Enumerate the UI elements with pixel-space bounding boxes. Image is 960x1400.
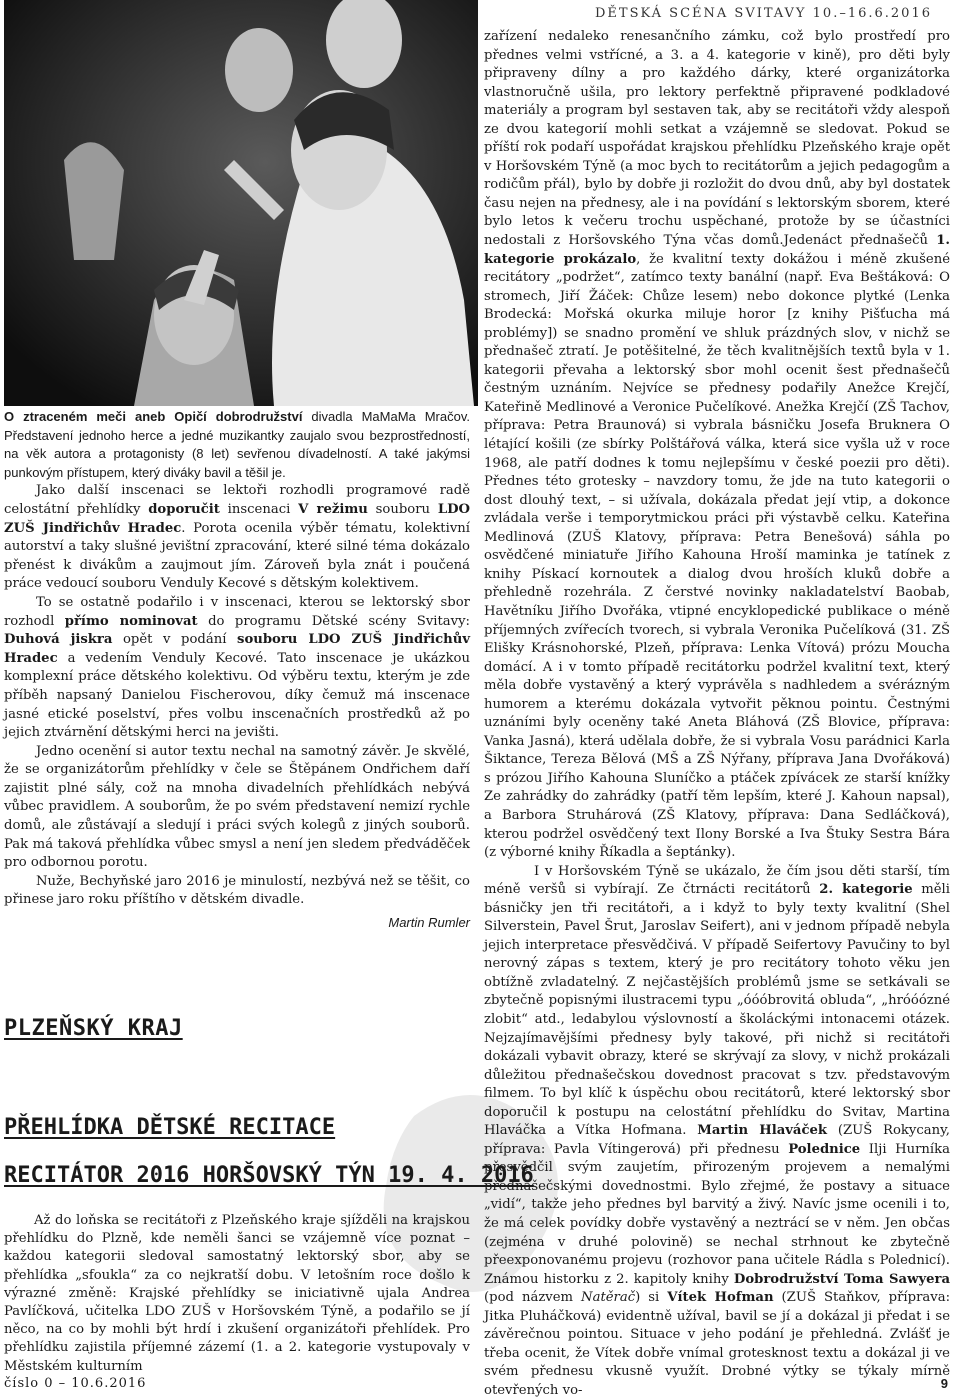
caption-text: divadla MaMaMa Mračov. Představení jednoho herce a jedné muzikantky zaujalo svou bezprostředností, na věk autora a protagonisty (8 let) sevřenou dívadelností. A také jakýmsi punkovým přístupem, který diváky bavil a těšil je.	[4, 409, 470, 480]
text-italic: Natěrač	[581, 1290, 636, 1306]
intro-article	[4, 1212, 470, 1376]
text-run: Jako další inscenaci se lektoři rozhodli programové radě celostátní přehlídky	[4, 483, 470, 517]
text-bold: přímo nominovat	[64, 613, 198, 629]
text-run: (ZUŠ Rokycany, příprava: Pavla Vítingerová) při přednesu	[484, 1123, 950, 1157]
text-run: zařízení nedaleko renesančního zámku, což bylo prostředí pro přednes velmi vstřícné, a 3. a 4. kategorie v kině), pro děti byly připraveny dílny a pro každého dárky, které organizátorka vlastnoručně ušila, pro lektory perfektně připravené podkladové materiály a program byl sestaven tak, aby se recitátoři vždy alespoň ze dvou kategorií mohli setkat a vzájemně se sledovat. Pokud se příští rok podaří uspořádat krajskou přehlídku Plzeňského kraje opět v Horšovském Týně (a moc bych to recitátorům a jejich pedagogům a rodičům přál), bylo by dobře ji rozložit do dvou dnů, aby byl dostatek času nejen na přednesy, ale i na povídání s lektorským sborem, které bylo letos k večeru trochu uspěchané, protože by se účastníci nedostali z Horšovského Týna včas domů.Jedenáct přednašečů	[484, 29, 950, 249]
text-bold: V režimu	[298, 501, 368, 517]
page-number: 9	[940, 1376, 948, 1391]
paragraph: Jedno ocenění si autor textu nechal na samotný závěr. Je skvělé, že se organizátorům přehlídky v čele se Štěpánem Ondřichem daří zajistit plné sály, což na mnoha divadelních přehlídkách nebývá vůbec pravidlem. A souborům, že po svém představení nemizí rychle domů, ale zůstávají a sledují i práci svých kolegů z jiných souborů. Pak má taková přehlídka vůbec smysl a není jen sledem předváděček pro odbornou porotu.	[4, 743, 470, 871]
text-bold: souboru LDO ZUŠ Jindřichův Hradec	[4, 632, 470, 666]
text-run: Ilji Hurníka přesvědčil svým zaujetím, přirozeným projevem a nemalými přednašečskými dovednostmi. Bylo zřejmé, že postavy a situace „vidí“, takže jeho přednes byl barvitý a živý. Navíc jsme ocenili i to, že má celek povídky dobře vystavěný a neztrácí se v něm. Jen občas (zejména v druhé polovině) se nechal strhnout ke zbytečně přeexponovanému projevu (rozhovor pana učitele Rádla s Polednicí). Známou historku z 2. kapitoly knihy	[484, 1141, 950, 1287]
text-run: do programu Dětské scény Svitavy:	[197, 613, 470, 629]
author-signature: Martin Rumler	[388, 915, 470, 931]
text-run: I v Horšovském Týně se ukázalo, že čím jsou děti starší, tím méně veršů si vybírají. Ze čtrnácti recitátorů	[484, 863, 950, 898]
stage-photo-image	[4, 0, 478, 406]
text-run: ) si	[635, 1290, 668, 1306]
text-bold: Vítek Hofman	[667, 1290, 774, 1306]
text-run: opět v podání	[112, 632, 238, 648]
event-title: RECITÁTOR 2016 HORŠOVSKÝ TÝN 19. 4. 2016	[4, 1163, 534, 1188]
paragraph	[484, 28, 950, 863]
stage-photo	[4, 0, 478, 406]
photo-caption	[4, 408, 470, 482]
running-header: DĚTSKÁ SCÉNA SVITAVY 10.–16.6.2016	[594, 6, 932, 21]
text-run: měli básničky jen tři recitátoři, a i když to byly texty kvalitní (Shel Silverstein, Pavel Šrut, Jaroslav Seifert), ani v jednom případě nebyla jejich interpretace přesvědčivá. V případě Seifertovy Pavučiny to byl nerovný zápas s textem, který je pro recitátory tohoto věku jen obtížně zvladatelný. Z nejčastějších problémů jsme se setkávali se zbytečně popisnými ilustracemi typu „óóóbrovitá obluda“, „hróóózné zlobit“ atd., ledabylou výslovností a školáckými intonacemi otázek. Nejzajímavějšími přednesy byly takové, při nichž si recitátoři dokázali vybavit obrazy, které se skrývají za slovy, v nichž prokázali důležitou přednašečskou dovednost pracovat s tzv. představovým filmem. To byl klíč k úspěchu obou recitátorů, které lektorský sbor doporučil k postupu na celostátní přehlídku do Svitav, Martina Hlaváčka a Vítka Hofmana.	[484, 882, 950, 1139]
paragraph	[4, 594, 470, 743]
section-title: PŘEHLÍDKA DĚTSKÉ RECITACE	[4, 1115, 336, 1140]
text-bold: Polednice	[788, 1141, 861, 1157]
text-run: (pod názvem	[484, 1290, 582, 1306]
text-run: inscenaci	[219, 501, 299, 517]
text-run: a vedením Venduly Kecové. Tato inscenace je ukázkou komplexní práce dětského kolektivu. Od výběru textu, kterým je zde příběh napsaný Danielou Fischerovou, díky čemuž má inscenace jasné etické poselství, přes volbu inscenačních prostředků až po jejich ztvárnění dětskými herci na jevišti.	[4, 650, 470, 741]
left-column-article	[4, 408, 470, 933]
caption-title: O ztraceném meči aneb Opičí dobrodružství	[4, 409, 303, 424]
text-run: (ZUŠ Staňkov, příprava: Jitka Pluháčková) evidentně užíval, bavil se jí a dokázal ji předat i se závěrečnou pointou. Situace v jeho podání je přehledná. Zvlášť je třeba ocenit, že Vítek dobře vnímal grotesknost textu a dokázal ji ve svém přednesu vkusně využít. Drobné výtky se týkaly mírně otevřených vo-	[484, 1290, 951, 1398]
text-run: . Porota ocenila výběr tématu, kolektivní autorství a taky slušné jevištní zpracování, které silné téma dokázalo přenést k divákům a zaujmout jím. Zároveň byla znát i poučená práce vedoucí souboru Venduly Kecové s dětským kolektivem.	[4, 520, 470, 592]
text-bold: Duhová jiskra	[4, 632, 113, 648]
text-bold: 1. kategorie prokázalo	[484, 233, 950, 267]
text-bold: Martin Hlaváček	[697, 1123, 828, 1139]
issue-footer: číslo 0 – 10.6.2016	[4, 1376, 147, 1391]
text-bold: Dobrodružství Toma Sawyera	[733, 1271, 950, 1287]
text-bold: LDO ZUŠ Jindřichův Hradec	[4, 501, 471, 536]
text-run: souboru	[367, 501, 438, 517]
right-column-article	[484, 28, 950, 1400]
text-bold: doporučit	[148, 501, 220, 517]
region-heading: PLZEŇSKÝ KRAJ	[4, 1016, 183, 1041]
text-bold: 2. kategorie	[819, 882, 913, 898]
paragraph: Až do loňska se recitátoři z Plzeňského kraje sjížděli na krajskou přehlídku do Plzně, kde neměli šanci se vzájemně více poznat – každou kategorii sledoval samostatný lektorský sbor, aby se přehlídka „sfoukla“ za co nejkratší dobu. V letošním roce došlo k výrazné změně: Krajské přehlídky se iniciativně ujala Andrea Pavlíčková, učitelka LDO ZUŠ v Horšovském Týně, a podařilo se jí něco, na co by mohli být hrdí i zkušení organizátoři přehlídek. Pro přehlídku zajistila příjemné zázemí (1. a 2. kategorie vystupovaly v Městském kulturním	[4, 1213, 470, 1374]
paragraph	[4, 482, 470, 594]
paragraph	[484, 863, 950, 1400]
text-run: To se ostatně podařilo i v inscenaci, kterou se lektorský sbor rozhodl	[4, 594, 470, 629]
text-run: , že kvalitní texty dokážou i méně zkušené recitátory „podržet“, zatímco texty banální (např. Eva Beštáková: O stromech, Jiří Žáček: Chůze lesem) nebo dokonce plytké (Lenka Brodecká: Mořská okurka miluje horor [z knihy Pišťucha má problémy]) se snadno promění ve shluk prázdných slov, v nichž se přednašeč ztratí. Je potěšitelné, že těch kvalitnějších textů byla v 1. kategorii převaha a lektorský sbor mohl ocenit šest přednašečů čestným uznáním. Nejvíce se přednesy podařily Anežce Krejčí, Kateřině Medlinové a Veronice Pučelíkové. Anežka Krejčí (ZŠ Tachov, příprava: Petra Braunová) si vybrala básničku Josefa Bruknera O létající košili (ze sbírky Polštářová válka, která sice vyšla už v roce 1968, ale patří dodnes k tomu nejlepšímu v české poezii pro děti). Přednes této grotesky – navzdory tomu, že jde na tuto kategorii o dost dlouhý text, – si užívala, dokázala předat její vtip, a dokonce zvládala verše i temporytmickou práci při výstavbě celku. Kateřina Medlinová (ZUŠ Klatovy, příprava: Petra Benešová) sáhla po osvědčené miniatuře Jiřího Kahouna Hroší maminka je tatínek z knihy Pískací kornoutek a dialog dvou hroších kluků dobře a přehledně rozehrála. Z čerstvé novinky nakladatelství Baobab, Havětníku Jiřího Dvořáka, vtipné encyklopedické publikace o méně příjemných zvířecích tvorech, si vybrala Veronika Pučelíková (31. ZŠ Elišky Krásnohorské, Plzeň, příprava: Lenka Vítová) prózu Moucha domácí. A i v tomto případě recitátorku podržel kvalitní text, který měla dobře vystavěný a který vyprávěla s nadhledem a svérázným humorem a kterému dokázala vytvořit pěknou pointu. Čestnými uznáními byly oceněny také Aneta Bláhová (ZŠ Blovice, příprava: Vanka Jasná), která udělala dobře, že si vybrala Vosu parádnici Karla Šiktance, Tereza Bělová (MŠ a ZŠ Nýřany, příprava Jana Dvořáková) s prózou Jiřího Kahouna Sluníčko a ptáček zpívácek ze starší knížky Ze zahrádky do zahrádky (patří těm lepším, které J. Kahoun napsal), a Barbora Struhárová (ZŠ Klatovy, příprava: Dana Sedláčková), kterou podržel osvědčený text Ilony Borské a Iva Štuky Sestra Bára (z výborné knihy Říkadla a šeptánky).	[484, 251, 950, 861]
paragraph: Nuže, Bechyňské jaro 2016 je minulostí, nezbývá než se těšit, co přinese jaro roku příštího v dětském divadle.	[4, 873, 470, 908]
